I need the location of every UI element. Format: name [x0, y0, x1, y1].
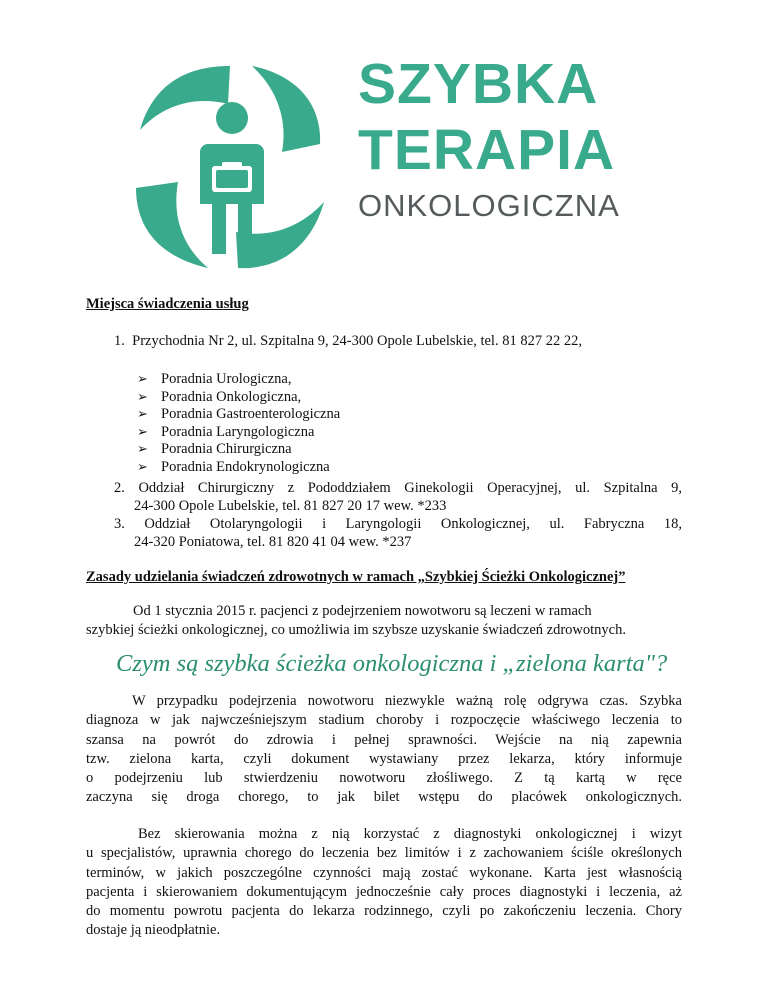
location-item-1: 1. Przychodnia Nr 2, ul. Szpitalna 9, 24-300 Opole Lubelskie, tel. 81 827 22 22, [114, 333, 582, 349]
list-item: ➢ Poradnia Gastroenterologiczna [137, 406, 341, 422]
location-item-2: 2. Oddział Chirurgiczny z Pododdziałem Ginekologii Operacyjnej, ul. Szpitalna 9, 24-300 Opole Lubelskie, tel. 81 827 20 17 wew. *233 [114, 480, 682, 514]
arrow-bullet-icon: ➢ [137, 442, 148, 457]
list-item: ➢ Poradnia Chirurgiczna [137, 441, 292, 457]
paragraph-card-usage: Bez skierowania można z nią korzystać z diagnostyki onkologicznej i wizyt u specjalistów, uprawnia chorego do leczenia bez limitów i z zachowaniem ściśle określonych terminów, w jakich poszczególne czynności mają zostać wykonane. Karta jest własnością pacjenta i skierowaniem dokumentującym jednocześnie cały proces diagnostyki i leczenia, aż do momentu powrotu pacjenta do lekarza rodzinnego, czyli po zakończeniu leczenia. Chory dostaje ją nieodpłatnie. [86, 826, 682, 939]
section-heading-locations: Miejsca świadczenia usług [86, 296, 249, 312]
logo-title-line2: TERAPIA [358, 118, 616, 182]
logo [112, 48, 352, 288]
logo-title-line3: ONKOLOGICZNA [358, 188, 620, 223]
arrow-bullet-icon: ➢ [137, 372, 148, 387]
rules-paragraph-line1: Od 1 stycznia 2015 r. pacjenci z podejrzeniem nowotworu są leczeni w ramach [133, 603, 592, 619]
list-item: ➢ Poradnia Laryngologiczna [137, 423, 315, 440]
list-item: ➢ Poradnia Onkologiczna, [137, 388, 302, 405]
arrow-bullet-icon: ➢ [137, 459, 148, 475]
list-item: ➢ Poradnia Urologiczna, [137, 371, 292, 387]
arrow-bullet-icon: ➢ [137, 407, 148, 422]
clinic-list [137, 371, 340, 476]
page-title: Czym są szybka ścieżka onkologiczna i „zielona karta"? [116, 650, 668, 677]
section-heading-rules: Zasady udzielania świadczeń zdrowotnych w ramach „Szybkiej Ścieżki Onkologicznej” [86, 569, 626, 585]
rules-paragraph-line2: szybkiej ścieżki onkologicznej, co umożliwia im szybsze uzyskanie świadczeń zdrowotnych. [86, 622, 626, 638]
arrow-bullet-icon: ➢ [137, 389, 148, 405]
arrow-bullet-icon: ➢ [137, 424, 148, 440]
paragraph-green-card: W przypadku podejrzenia nowotworu niezwykle ważną rolę odgrywa czas. Szybka diagnoza w jak najwcześniejszym stadium choroby i rozpoczęcie właściwego leczenia to szansa na powrót do zdrowia i pełnej sprawności. Wejście na nią zapewnia tzw. zielona karta, czyli dokument wystawiany przez lekarza, który informuje o podejrzeniu lub stwierdzeniu nowotworu złośliwego. Z tą kartą w ręce zaczyna się droga chorego, to jak bilet wstępu do placówek onkologicznych. [86, 693, 682, 806]
list-item: ➢ Poradnia Endokrynologiczna [137, 458, 330, 475]
logo-title-line1: SZYBKA [358, 52, 599, 116]
person-with-clipboard-icon [112, 48, 352, 288]
location-item-3: 3. Oddział Otolaryngologii i Laryngologii Onkologicznej, ul. Fabryczna 18, 24-320 Poniatowa, tel. 81 820 41 04 wew. *237 [114, 516, 682, 550]
